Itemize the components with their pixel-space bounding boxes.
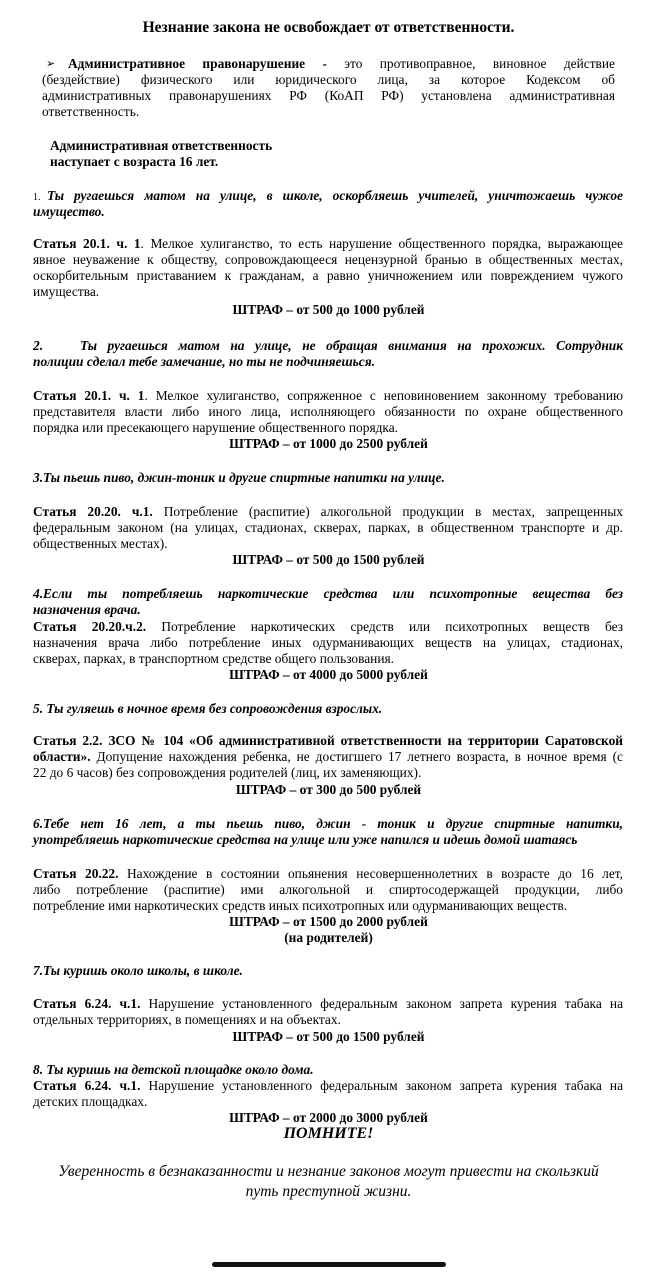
item-4-text-1: Статья 20.20.ч.2. Потребление наркотических средств или психотропных веществ без (33, 619, 623, 634)
intro-line-1: Административное правонарушение - это противоправное, виновное действие (68, 56, 615, 71)
item-6-article: Статья 20.22. (33, 866, 119, 881)
item-2-situation-1: Ты ругаешься матом на улице, не обращая внимания на прохожих. Сотрудник (80, 338, 623, 353)
item-3-fine: ШТРАФ – от 500 до 1500 рублей (232, 552, 425, 567)
item-4-situation-1: 4.Если ты потребляешь наркотические средства или психотропные вещества без (33, 586, 623, 601)
item-6-text-1: Статья 20.22. Нахождение в состоянии опьянения несовершеннолетних в возрасте до 16 лет, (33, 866, 623, 881)
item-2-text-2: представителя власти либо иного лица, исполняющего обязанности по охране общественного (33, 404, 623, 419)
closing-line-2: путь преступной жизни. (245, 1183, 412, 1200)
item-3-text-3: общественных местах). (33, 536, 168, 551)
item-8-situation: 8. Ты куришь на детской площадке около дома. (33, 1062, 314, 1077)
item-1-number: 1. (33, 192, 41, 203)
item-8-text-2: детских площадках. (33, 1094, 148, 1109)
age-note-line-2: наступает с возраста 16 лет. (50, 154, 219, 169)
item-2-article: Статья 20.1. ч. 1 (33, 388, 145, 403)
intro-line-3: административных правонарушениях РФ (КоАП РФ) установлена административная (42, 88, 615, 103)
closing-line-1: Уверенность в безнаказанности и незнание законов могут привести на скользкий (58, 1163, 599, 1180)
intro-line-2: (бездействие) физического или юридического лица, за которое Кодексом об (42, 72, 615, 87)
item-4-text-2: назначения врача либо потребление иных одурманивающих веществ на улицах, стадионах, (33, 635, 623, 650)
item-2-text-3: порядка или пресекающего нарушение общественного порядка. (33, 420, 399, 435)
item-8-article: Статья 6.24. ч.1. (33, 1078, 141, 1093)
item-6-fine-note: (на родителей) (284, 930, 373, 945)
item-4-article: Статья 20.20.ч.2. (33, 619, 147, 634)
item-2-situation-2: полиции сделал тебе замечание, но ты не подчиняешься. (33, 354, 375, 369)
item-1-situation-2: имущество. (33, 204, 105, 219)
home-indicator[interactable] (212, 1262, 446, 1267)
item-7-article: Статья 6.24. ч.1. (33, 996, 141, 1011)
bullet-icon: ➢ (46, 58, 56, 70)
item-5-text-1: области». Допущение нахождения ребенка, не достигшего 17 летнего возраста, в ночное время (с (33, 749, 623, 764)
item-6-fine: ШТРАФ – от 1500 до 2000 рублей (229, 914, 428, 929)
item-1-situation-1: Ты ругаешься матом на улице, в школе, оскорбляешь учителей, уничтожаешь чужое (47, 188, 623, 203)
item-8-fine: ШТРАФ – от 2000 до 3000 рублей (229, 1110, 428, 1125)
item-1-text-1: Статья 20.1. ч. 1. Мелкое хулиганство, то есть нарушение общественного порядка, выражающее (33, 236, 624, 251)
item-5-situation: 5. Ты гуляешь в ночное время без сопровождения взрослых. (33, 701, 383, 716)
item-1-article: Статья 20.1. ч. 1 (33, 236, 141, 251)
item-8-text-1: Статья 6.24. ч.1. Нарушение установленного федеральным законом запрета курения табака на (33, 1078, 624, 1093)
item-6-situation-1: 6.Тебе нет 16 лет, а ты пьешь пиво, джин - тоник и другие спиртные напитки, (33, 816, 623, 831)
item-3-text-2: федеральным законом (на улицах, стадионах, скверах, парках, в общественном транспорте и др. (33, 520, 623, 535)
item-6-situation-2: употребляешь наркотические средства на улице или уже напился и идешь домой шатаясь (33, 832, 578, 847)
item-1-text-3: оскорбительным приставанием к гражданам, а равно уничножением или повреждением чужого (33, 268, 623, 283)
remember-heading: ПОМНИТЕ! (283, 1125, 374, 1142)
item-7-text-2: отдельных территориях, в помещениях и на объектах. (33, 1012, 341, 1027)
item-2-number: 2. (33, 338, 44, 353)
item-3-text-1: Статья 20.20. ч.1. Потребление (распитие) алкогольной продукции в местах, запрещенных (33, 504, 623, 519)
item-6-text-2: либо потребление (распитие) ими алкогольной и спиртосодержащей продукции, либо (33, 882, 623, 897)
item-4-situation-2: назначения врача. (33, 602, 141, 617)
item-3-article: Статья 20.20. ч.1. (33, 504, 153, 519)
item-4-text-3: скверах, парках, в транспортном средстве общего пользования. (33, 651, 395, 666)
item-6-text-3: потребление ими наркотических средств иных психотропных или одурманивающих веществ. (33, 898, 568, 913)
intro-line-4: ответственность. (42, 104, 140, 119)
item-2-text-1: Статья 20.1. ч. 1. Мелкое хулиганство, сопряженное с неповиновением законному требованию (33, 388, 624, 403)
item-1-fine: ШТРАФ – от 500 до 1000 рублей (232, 302, 425, 317)
item-5-text-2: 22 до 6 часов) без сопровождения родителей (лиц, их заменяющих). (33, 765, 422, 780)
item-3-situation: 3.Ты пьешь пиво, джин-тоник и другие спиртные напитки на улице. (33, 470, 445, 485)
item-5-article: Статья 2.2. ЗСО № 104 «Об административной ответственности на территории Саратовской (33, 733, 623, 748)
item-5-fine: ШТРАФ – от 300 до 500 рублей (235, 782, 422, 797)
item-4-fine: ШТРАФ – от 4000 до 5000 рублей (229, 667, 428, 682)
item-1-text-4: имущества. (33, 284, 100, 299)
item-1-text-2: явное неуважение к обществу, сопровождающееся нецензурной бранью в общественных местах, (33, 252, 623, 267)
item-7-text-1: Статья 6.24. ч.1. Нарушение установленного федеральным законом запрета курения табака на (33, 996, 624, 1011)
item-7-fine: ШТРАФ – от 500 до 1500 рублей (232, 1029, 425, 1044)
item-7-situation: 7.Ты куришь около школы, в школе. (33, 963, 243, 978)
page-title: Незнание закона не освобождает от ответственности. (142, 19, 515, 36)
age-note-line-1: Административная ответственность (50, 138, 273, 153)
item-2-fine: ШТРАФ – от 1000 до 2500 рублей (229, 436, 428, 451)
